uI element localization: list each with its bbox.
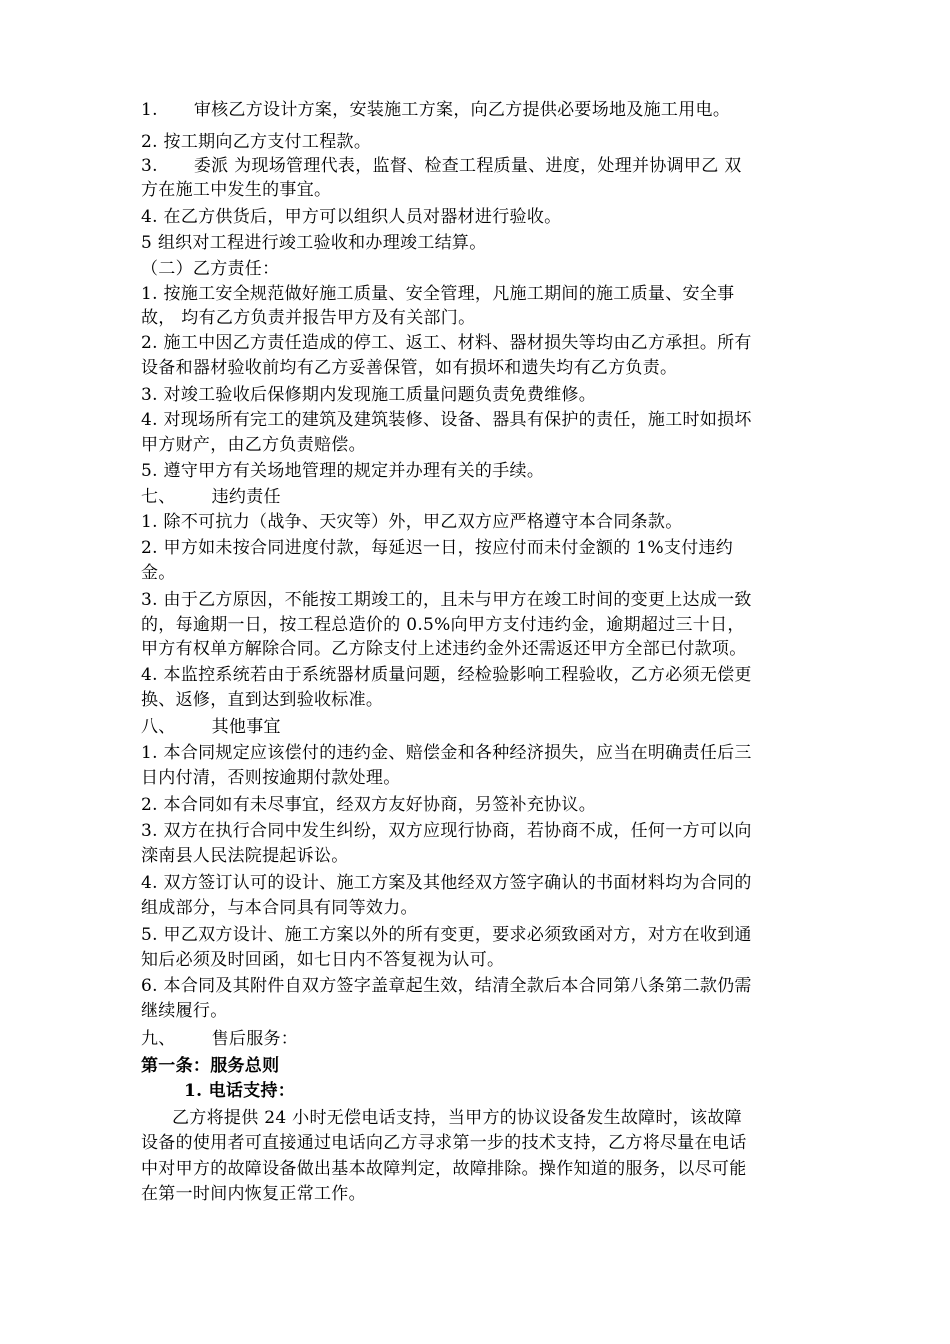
section-7-heading: 七、 违约责任 xyxy=(141,487,281,507)
phone-support-para-line-1: 乙方将提供 24 小时无偿电话支持，当甲方的协议设备发生故障时，该故障 xyxy=(172,1108,742,1128)
contractor-duty-item-4-cont: 甲方财产，由乙方负责赔偿。 xyxy=(141,435,366,455)
misc-item-3: 3. 双方在执行合同中发生纠纷，双方应现行协商，若协商不成，任何一方可以向 xyxy=(141,821,752,841)
misc-item-3-cont: 滦南县人民法院提起诉讼。 xyxy=(141,846,349,866)
contractor-duty-item-5: 5. 遵守甲方有关场地管理的规定并办理有关的手续。 xyxy=(141,461,545,481)
contractor-duty-item-3: 3. 对竣工验收后保修期内发现施工质量问题负责免费维修。 xyxy=(141,385,597,405)
breach-item-3-cont-2: 甲方有权单方解除合同。乙方除支付上述违约金外还需返还甲方全部已付款项。 xyxy=(141,639,747,659)
section-8-heading: 八、 其他事宜 xyxy=(141,717,281,737)
misc-item-4-cont: 组成部分，与本合同具有同等效力。 xyxy=(141,898,418,918)
phone-support-heading: 1. 电话支持： xyxy=(184,1081,296,1101)
misc-item-1: 1. 本合同规定应该偿付的违约金、赔偿金和各种经济损失，应当在明确责任后三 xyxy=(141,743,752,763)
misc-item-5: 5. 甲乙双方设计、施工方案以外的所有变更，要求必须致函对方，对方在收到通 xyxy=(141,925,752,945)
misc-item-2: 2. 本合同如有未尽事宜，经双方友好协商，另签补充协议。 xyxy=(141,795,597,815)
contractor-duty-item-2-cont: 设备和器材验收前均有乙方妥善保管，如有损坏和遗失均有乙方负责。 xyxy=(141,358,678,378)
phone-support-para-line-4: 在第一时间内恢复正常工作。 xyxy=(141,1184,366,1204)
owner-duty-item-1: 1. 审核乙方设计方案，安装施工方案，向乙方提供必要场地及施工用电。 xyxy=(141,100,731,120)
owner-duty-item-5: 5 组织对工程进行竣工验收和办理竣工结算。 xyxy=(141,233,487,253)
owner-duty-item-3-cont: 方在施工中发生的事宜。 xyxy=(141,180,332,200)
contractor-duty-item-4: 4. 对现场所有完工的建筑及建筑装修、设备、器具有保护的责任，施工时如损坏 xyxy=(141,410,752,430)
contractor-duty-heading: （二）乙方责任： xyxy=(141,259,280,279)
breach-item-2: 2. 甲方如未按合同进度付款，每延迟一日，按应付而未付金额的 1%支付违约 xyxy=(141,538,734,558)
owner-duty-item-3: 3. 委派 为现场管理代表，监督、检查工程质量、进度，处理并协调甲乙 双 xyxy=(141,156,742,176)
owner-duty-item-2: 2. 按工期向乙方支付工程款。 xyxy=(141,132,372,152)
owner-duty-item-4: 4. 在乙方供货后，甲方可以组织人员对器材进行验收。 xyxy=(141,207,562,227)
breach-item-4: 4. 本监控系统若由于系统器材质量问题，经检验影响工程验收，乙方必须无偿更 xyxy=(141,665,752,685)
misc-item-6: 6. 本合同及其附件自双方签字盖章起生效，结清全款后本合同第八条第二款仍需 xyxy=(141,976,752,996)
misc-item-5-cont: 知后必须及时回函，如七日内不答复视为认可。 xyxy=(141,950,505,970)
breach-item-4-cont: 换、返修，直到达到验收标准。 xyxy=(141,690,384,710)
misc-item-1-cont: 日内付清，否则按逾期付款处理。 xyxy=(141,768,401,788)
service-article-1-heading: 第一条：服务总则 xyxy=(141,1056,280,1076)
breach-item-1: 1. 除不可抗力（战争、天灾等）外，甲乙双方应严格遵守本合同条款。 xyxy=(141,512,683,532)
misc-item-6-cont: 继续履行。 xyxy=(141,1001,228,1021)
breach-item-3-cont-1: 的，每逾期一日，按工程总造价的 0.5%向甲方支付违约金，逾期超过三十日， xyxy=(141,615,745,635)
section-9-heading: 九、 售后服务： xyxy=(141,1029,299,1049)
contractor-duty-item-2: 2. 施工中因乙方责任造成的停工、返工、材料、器材损失等均由乙方承担。所有 xyxy=(141,333,752,353)
breach-item-2-cont: 金。 xyxy=(141,563,176,583)
phone-support-para-line-3: 中对甲方的故障设备做出基本故障判定，故障排除。操作知道的服务，以尽可能 xyxy=(141,1159,747,1179)
contractor-duty-item-1-cont: 故， 均有乙方负责并报告甲方及有关部门。 xyxy=(141,308,476,328)
phone-support-para-line-2: 设备的使用者可直接通过电话向乙方寻求第一步的技术支持，乙方将尽量在电话 xyxy=(141,1133,747,1153)
contractor-duty-item-1: 1. 按施工安全规范做好施工质量、安全管理，凡施工期间的施工质量、安全事 xyxy=(141,284,735,304)
misc-item-4: 4. 双方签订认可的设计、施工方案及其他经双方签字确认的书面材料均为合同的 xyxy=(141,873,752,893)
breach-item-3: 3. 由于乙方原因，不能按工期竣工的，且未与甲方在竣工时间的变更上达成一致 xyxy=(141,590,752,610)
